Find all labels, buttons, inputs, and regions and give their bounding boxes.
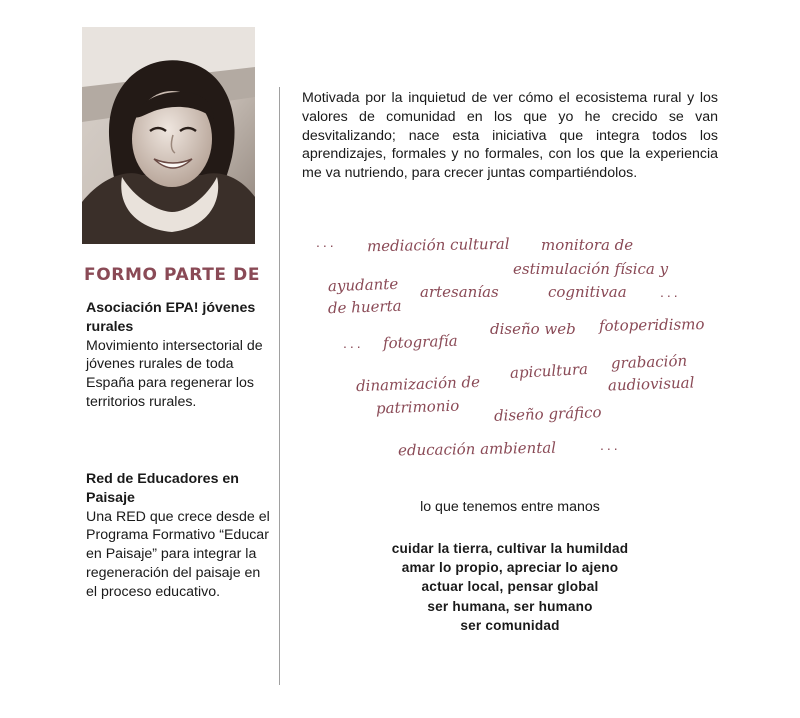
skill-ellipsis: ... xyxy=(600,437,621,453)
skill-fotografia: fotografía xyxy=(382,331,458,353)
portrait-image xyxy=(82,27,255,244)
skill-artesanias: artesanías xyxy=(420,283,499,301)
skill-diseno-grafico: diseño gráfico xyxy=(493,403,602,425)
skill-ayudante-line2: de huerta xyxy=(327,296,402,318)
organization-name: Red de Educadores en Paisaje xyxy=(86,471,239,506)
vertical-divider xyxy=(279,87,280,685)
skill-ellipsis: ... xyxy=(316,234,337,250)
skill-monitora-line2: estimulación física y xyxy=(513,260,669,278)
skill-apicultura: apicultura xyxy=(509,359,589,383)
motto-item: cuidar la tierra, cultivar la humildad xyxy=(391,541,629,556)
motto-item: actuar local, pensar global xyxy=(421,579,599,595)
skill-dinamizacion-line2: patrimonio xyxy=(375,396,460,418)
organization-name: Asociación EPA! jóvenes rurales xyxy=(86,300,256,335)
skill-ellipsis: ... xyxy=(660,284,681,300)
skill-educacion-ambiental: educación ambiental xyxy=(397,438,557,460)
intro-paragraph: Motivada por la inquietud de ver cómo el ecosistema rural y los valores de comunidad en los que yo he crecido se van desvitalizando; nace esta iniciativa que integra todos los aprendizajes, formales y no formales, con los que la experiencia me va nutriendo, para crecer juntas compartiéndolos. xyxy=(302,90,718,182)
organization-description: Movimiento intersectorial de jóvenes rurales de toda España para regenerar los territorios rurales. xyxy=(86,337,263,410)
profile-photo xyxy=(82,27,255,244)
motto-item: ser comunidad xyxy=(460,617,560,633)
mottos-list xyxy=(300,539,720,635)
skill-grabacion-line1: grabación xyxy=(610,351,688,373)
section-title: FORMO PARTE DE xyxy=(84,265,261,285)
skill-grabacion-line2: audiovisual xyxy=(607,373,695,395)
skill-monitora-line1: monitora de xyxy=(541,236,634,254)
skill-ayudante-line1: ayudante xyxy=(327,274,399,296)
skill-fotoperiodismo: fotoperidismo xyxy=(598,315,705,335)
motto-item: amar lo propio, apreciar lo ajeno xyxy=(401,560,619,576)
organization-red-educadores xyxy=(86,470,271,602)
organization-description: Una RED que crece desde el Programa Formativo “Educar en Paisaje” para integrar la regeneración del paisaje en el proceso educativo. xyxy=(86,508,270,600)
skill-diseno-web: diseño web xyxy=(490,320,576,338)
organization-epa xyxy=(86,299,266,412)
skill-mediacion-cultural: mediación cultural xyxy=(366,234,510,256)
skill-dinamizacion-line1: dinamización de xyxy=(355,372,481,396)
hands-title: lo que tenemos entre manos xyxy=(420,499,600,515)
motto-item: ser humana, ser humano xyxy=(427,598,593,614)
skill-ellipsis: ... xyxy=(343,335,364,351)
skill-monitora-line3: cognitivaa xyxy=(548,283,627,301)
